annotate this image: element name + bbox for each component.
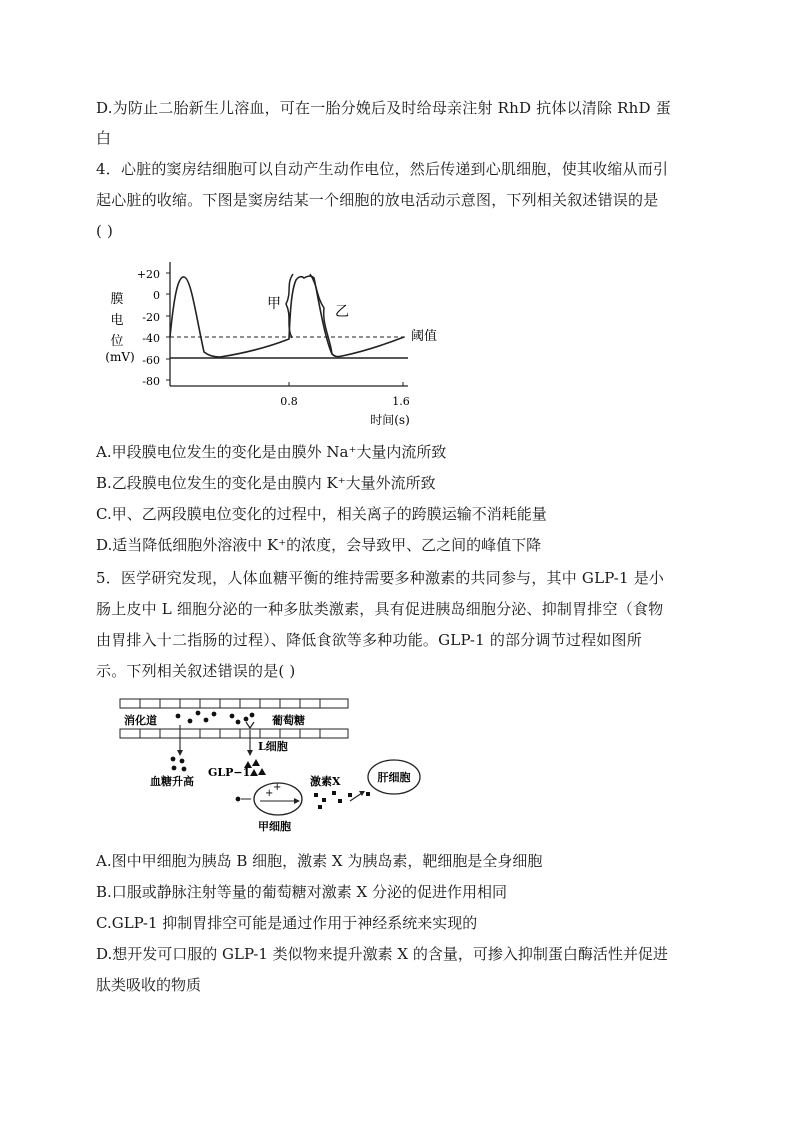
segment-yi-label: 乙 [335, 304, 349, 320]
svg-text:+: + [273, 782, 282, 793]
liver-cell-label: 肝细胞 [377, 771, 411, 784]
ytick-label: -20 [142, 311, 160, 324]
q5-option-a: A.图中甲细胞为胰岛 B 细胞，激素 X 为胰岛素，靶细胞是全身细胞 [96, 852, 543, 870]
ytick-label: -60 [142, 354, 160, 367]
q3-option-d-line2: 白 [96, 129, 112, 147]
ylabel-char-1: 膜 [110, 292, 124, 307]
membrane-potential-figure [96, 256, 456, 434]
q5-stem-line1: 5．医学研究发现，人体血糖平衡的维持需要多种激素的共同参与，其中 GLP-1 是小 [96, 569, 665, 587]
jia-cell-label: 甲细胞 [258, 820, 291, 833]
ylabel-char-3: 位 [110, 334, 124, 349]
digestive-tract-label: 消化道 [124, 714, 157, 727]
l-cell-label: L细胞 [258, 740, 288, 753]
xtick-label: 0.8 [280, 395, 298, 408]
glucose-label: 葡萄糖 [272, 714, 305, 727]
ylabel-unit: (mV) [105, 350, 135, 364]
ylabel-char-2: 电 [110, 313, 124, 328]
q4-option-b: B.乙段膜电位发生的变化是由膜内 K⁺大量外流所致 [96, 474, 436, 492]
q3-option-d-line1: D.为防止二胎新生儿溶血，可在一胎分娩后及时给母亲注射 RhD 抗体以清除 RhD 蛋 [96, 99, 671, 117]
q5-stem-line2: 肠上皮中 L 细胞分泌的一种多肽类激素，具有促进胰岛细胞分泌、抑制胃排空（食物 [96, 600, 664, 618]
action-potential-curve [170, 276, 404, 357]
q5-option-c: C.GLP-1 抑制胃排空可能是通过作用于神经系统来实现的 [96, 914, 478, 932]
ytick-label: +20 [136, 268, 160, 281]
svg-text:+: + [265, 788, 274, 799]
ytick-label: 0 [153, 289, 160, 302]
hormone-x-label: 激素X [310, 775, 341, 788]
q5-stem-line4: 示。下列相关叙述错误的是( ) [96, 662, 296, 680]
xlabel: 时间(s) [370, 413, 410, 427]
segment-jia-label: 甲 [267, 296, 281, 312]
threshold-label: 阈值 [411, 329, 438, 344]
xtick-label: 1.6 [392, 395, 410, 408]
q5-option-b: B.口服或静脉注射等量的葡萄糖对激素 X 分泌的促进作用相同 [96, 883, 508, 901]
q4-stem-line2: 起心脏的收缩。下图是窦房结某一个细胞的放电活动示意图，下列相关叙述错误的是 [96, 191, 659, 209]
q4-stem-line3: ( ) [96, 222, 114, 240]
q5-stem-line3: 由胃排入十二指肠的过程）、降低食欲等多种功能。GLP-1 的部分调节过程如图所 [96, 631, 642, 649]
blood-sugar-rise-label: 血糖升高 [150, 775, 194, 788]
q4-option-a: A.甲段膜电位发生的变化是由膜外 Na⁺大量内流所致 [96, 443, 447, 461]
glp1-label: GLP−1 [208, 766, 251, 779]
q4-option-d: D.适当降低细胞外溶液中 K⁺的浓度，会导致甲、乙之间的峰值下降 [96, 536, 542, 554]
q5-option-d-line2: 肽类吸收的物质 [96, 976, 202, 994]
ytick-label: -40 [142, 332, 160, 345]
ytick-label: -80 [142, 375, 160, 388]
q4-option-c: C.甲、乙两段膜电位变化的过程中，相关离子的跨膜运输不消耗能量 [96, 505, 547, 523]
q4-stem-line1: 4．心脏的窦房结细胞可以自动产生动作电位，然后传递到心肌细胞，使其收缩从而引 [96, 160, 669, 178]
glp1-regulation-figure [110, 695, 430, 845]
q5-option-d-line1: D.想开发可口服的 GLP-1 类似物来提升激素 X 的含量，可掺入抑制蛋白酶活性并促进 [96, 945, 668, 963]
